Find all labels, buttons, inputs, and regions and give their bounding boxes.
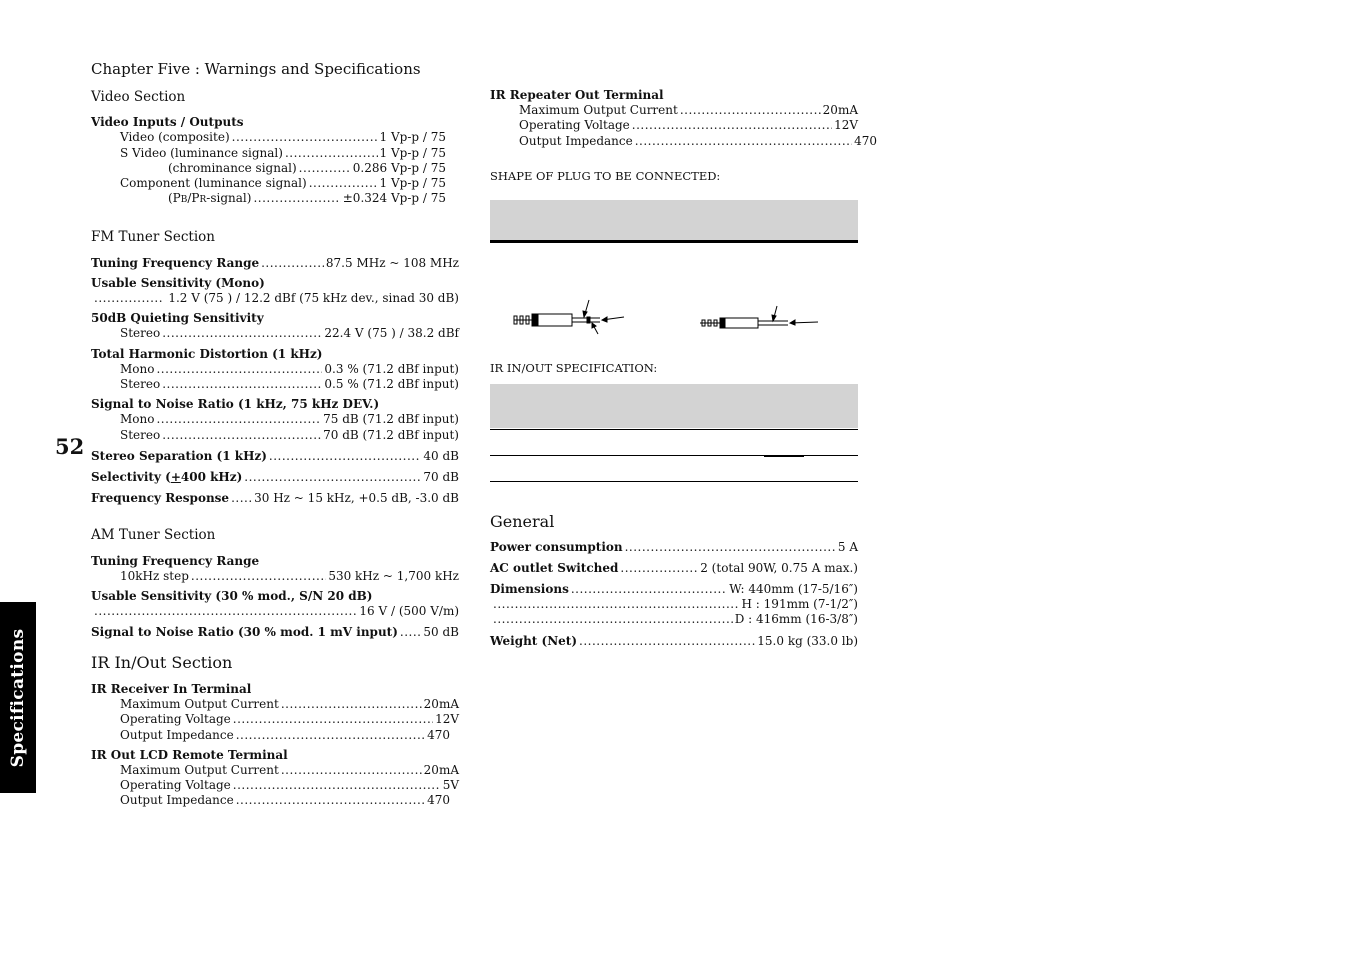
- spec-row: Weight (Net) ..... 15.0 kg (33.0 lb): [490, 634, 858, 649]
- plug-left-icon: [514, 300, 624, 334]
- chapter-title: Chapter Five : Warnings and Specifications: [91, 60, 421, 78]
- plug-diagram: [490, 243, 858, 353]
- general-heading: General: [490, 512, 555, 532]
- page-number: 52: [55, 434, 85, 459]
- spec-group-title: Usable Sensitivity (30 % mod., S/N 20 dB): [91, 589, 373, 604]
- spec-row: Output Impedance ..... 470: [91, 728, 450, 743]
- video-section-heading: Video Section: [91, 89, 186, 105]
- spec-group-title: IR Out LCD Remote Terminal: [91, 747, 288, 762]
- am-section-heading: AM Tuner Section: [91, 527, 216, 544]
- spec-group-title: 50dB Quieting Sensitivity: [91, 311, 264, 326]
- plug-table-header: [490, 200, 858, 240]
- spec-row: Stereo Separation (1 kHz) ..... 40 dB: [91, 449, 459, 464]
- spec-row: Dimensions ..... W: 440mm (17-5/16″): [490, 582, 858, 597]
- left-column: [91, 90, 459, 809]
- spec-row: Stereo ..... 22.4 V (75 ) / 38.2 dBf: [91, 326, 459, 341]
- spec-row: (chrominance signal) ..... 0.286 Vp-p / 75: [91, 161, 446, 176]
- spec-row: Component (luminance signal) ..... 1 Vp-p / 75: [91, 176, 446, 191]
- spec-group-title: Tuning Frequency Range: [91, 553, 260, 568]
- spec-group-title: IR Repeater Out Terminal: [490, 88, 664, 102]
- spec-group-title: Signal to Noise Ratio (1 kHz, 75 kHz DEV.): [91, 397, 380, 412]
- fm-section-heading: FM Tuner Section: [91, 229, 215, 246]
- spec-row: Maximum Output Current ..... 20mA: [490, 103, 858, 118]
- spec-group-title: Total Harmonic Distortion (1 kHz): [91, 346, 323, 361]
- spec-row: Tuning Frequency Range ..... 87.5 MHz ~ 108 MHz: [91, 256, 459, 271]
- spec-row: Maximum Output Current ..... 20mA: [91, 697, 459, 712]
- spec-row: ..... 16 V / (500 V/m): [91, 604, 459, 619]
- right-column: [490, 88, 877, 649]
- video-spec-list: [91, 130, 446, 208]
- spec-row: Video (composite) ..... 1 Vp-p / 75: [91, 130, 446, 145]
- spec-row: Frequency Response ..... 30 Hz ~ 15 kHz, +0.5 dB, -3.0 dB: [91, 491, 459, 506]
- spec-row: Selectivity (+400 kHz) ..... 70 dB: [91, 470, 459, 485]
- spec-row: Mono ..... 0.3 % (71.2 dBf input): [91, 362, 459, 377]
- spec-row: Power consumption ..... 5 A: [490, 540, 858, 555]
- spec-row: ..... H : 191mm (7-1/2″): [490, 597, 858, 612]
- spec-row: Output Impedance ..... 470: [91, 793, 450, 808]
- irspec-table-header: [490, 384, 858, 428]
- spec-row: 10kHz step ..... 530 kHz ~ 1,700 kHz: [91, 569, 459, 584]
- irspec-heading: IR IN/OUT SPECIFICATION:: [490, 361, 658, 376]
- ir-section-heading: IR In/Out Section: [91, 652, 233, 672]
- irspec-cell-mark: [764, 456, 804, 457]
- spec-row: (PB/PR-signal) ..... ±0.324 Vp-p / 75: [91, 191, 446, 208]
- spec-row: Stereo ..... 70 dB (71.2 dBf input): [91, 428, 459, 443]
- side-tab-label: Specifications: [8, 628, 28, 767]
- spec-row: ..... 1.2 V (75 ) / 12.2 dBf (75 kHz dev., sinad 30 dB): [91, 291, 459, 306]
- spec-row: Output Impedance ..... 470: [490, 134, 877, 149]
- plug-right-icon: [700, 306, 818, 328]
- side-tab: [0, 602, 36, 793]
- spec-row: Stereo ..... 0.5 % (71.2 dBf input): [91, 377, 459, 392]
- spec-row: AC outlet Switched ..... 2 (total 90W, 0.75 A max.): [490, 561, 858, 576]
- spec-group-title: IR Receiver In Terminal: [91, 681, 252, 696]
- spec-row: Operating Voltage ..... 12V: [490, 118, 858, 133]
- spec-row: Operating Voltage ..... 5V: [91, 778, 459, 793]
- spec-row: ..... D : 416mm (16-3/8″): [490, 612, 858, 627]
- spec-group-title: Usable Sensitivity (Mono): [91, 275, 265, 290]
- plug-heading: SHAPE OF PLUG TO BE CONNECTED:: [490, 168, 721, 183]
- spec-row: Maximum Output Current ..... 20mA: [91, 763, 459, 778]
- spec-row: Signal to Noise Ratio (30 % mod. 1 mV input) ..... 50 dB: [91, 625, 459, 640]
- spec-row: Mono ..... 75 dB (71.2 dBf input): [91, 412, 459, 427]
- spec-row: S Video (luminance signal) ..... 1 Vp-p / 75: [91, 146, 446, 161]
- spec-row: Operating Voltage ..... 12V: [91, 712, 459, 727]
- video-io-title: Video Inputs / Outputs: [91, 115, 244, 130]
